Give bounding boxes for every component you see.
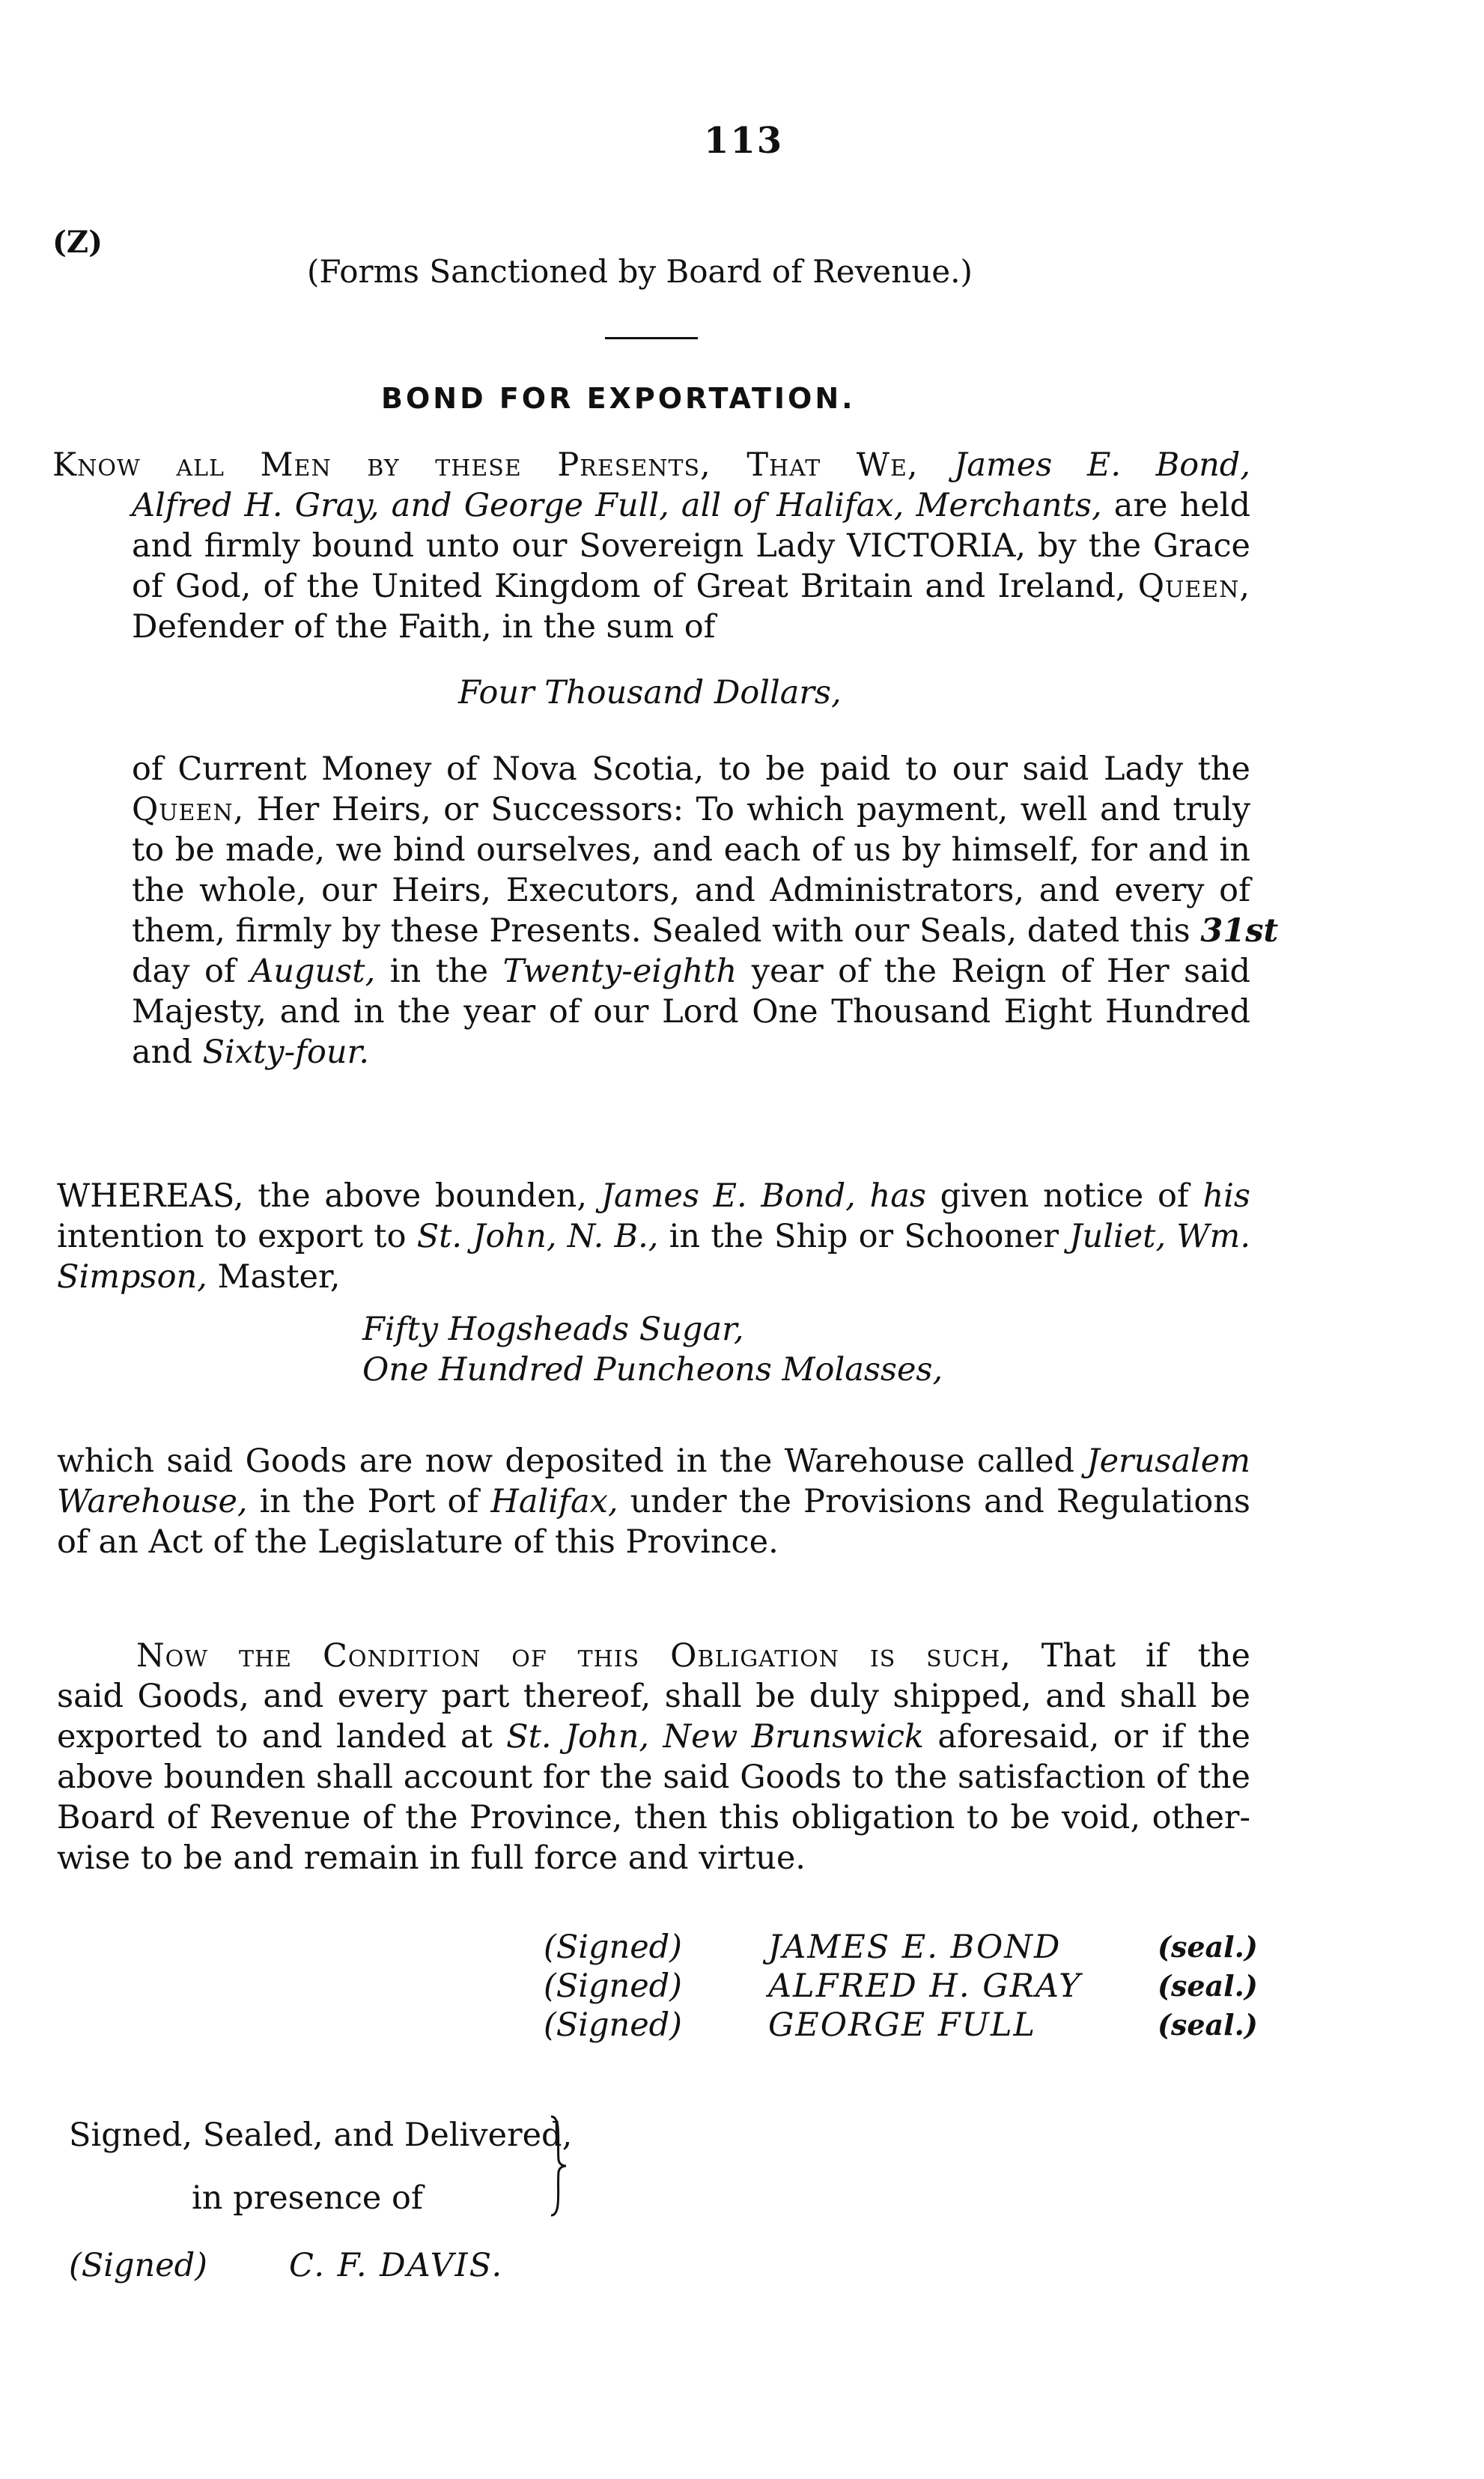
paragraph-line: Defender of the Faith, in the sum of <box>132 608 716 646</box>
text-run: Alfred H. Gray, and George Full, all of Halifax, Merchants, <box>132 487 1102 524</box>
text-run: James E. Bond, <box>954 446 1250 484</box>
paragraph-line: Board of Revenue of the Province, then this obligation to be void, other- <box>57 1799 1250 1836</box>
text-run: Simpson, <box>57 1258 207 1296</box>
paragraph-line: above bounden shall account for the said Goods to the satisfaction of the <box>57 1759 1250 1796</box>
document-heading: BOND FOR EXPORTATION. <box>381 382 856 415</box>
text-run: of God, of the United Kingdom of Great Britain and Ireland, <box>132 568 1138 605</box>
text-run: under the Provisions and Regulations <box>618 1483 1250 1520</box>
paragraph-line <box>57 1257 1250 1297</box>
text-run: Warehouse, <box>57 1483 248 1520</box>
signed-label: (Signed) <box>544 2006 682 2044</box>
witness-line-1: Signed, Sealed, and Delivered, <box>69 2117 573 2154</box>
text-run: in the Ship or Schooner <box>658 1218 1070 1255</box>
witness-brace <box>547 2114 569 2218</box>
text-run: St. John, N. B., <box>416 1218 659 1255</box>
text-run: them, firmly by these Presents. Sealed with our Seals, dated this <box>132 912 1201 950</box>
text-run: aforesaid, or if the <box>923 1718 1250 1756</box>
condition-paragraph <box>57 1676 1250 1878</box>
text-run: Jerusalem <box>1086 1442 1250 1480</box>
text-run: which said Goods are now deposited in the Warehouse called <box>57 1442 1087 1480</box>
text-run: WHEREAS, the above bounden, <box>57 1177 601 1215</box>
paragraph-line: Majesty, and in the year of our Lord One Thousand Eight Hundred <box>132 993 1250 1031</box>
witness-signed-label: (Signed) <box>69 2247 207 2284</box>
text-run: James E. Bond, has <box>600 1177 926 1215</box>
goods-line-2: One Hundred Puncheons Molasses, <box>362 1351 943 1389</box>
paragraph-line <box>136 1636 1250 1676</box>
page-number: 113 <box>704 120 784 162</box>
text-run: in the <box>375 953 503 990</box>
condition-paragraph-first <box>136 1636 1250 1676</box>
text-run: Queen, <box>132 791 245 828</box>
text-run: day of <box>132 953 251 990</box>
text-run: Now the Condition of this Obligation is such, <box>136 1637 1012 1675</box>
text-run: his <box>1202 1177 1250 1215</box>
text-run: in the Port of <box>247 1483 491 1520</box>
witness-line-2: in presence of <box>192 2179 423 2217</box>
warehouse-paragraph <box>57 1441 1250 1562</box>
payment-paragraph <box>132 749 1279 1072</box>
divider-rule <box>605 337 698 339</box>
subtitle: (Forms Sanctioned by Board of Revenue.) <box>307 253 973 290</box>
paragraph-line <box>132 789 1250 830</box>
text-run: given notice of <box>925 1177 1203 1215</box>
paragraph-line <box>132 485 1250 526</box>
text-run: Master, <box>207 1258 341 1296</box>
seal-label: (seal.) <box>1158 1969 1258 2003</box>
signatory-name: JAMES E. BOND <box>768 1929 1062 1966</box>
text-run: exported to and landed at <box>57 1718 507 1756</box>
paragraph-line <box>57 1176 1250 1216</box>
text-run: That if the <box>1011 1637 1250 1675</box>
paragraph-line <box>52 445 1250 485</box>
paragraph-line <box>132 911 1279 951</box>
paragraph-line: and firmly bound unto our Sovereign Lady VICTORIA, by the Grace <box>132 527 1250 565</box>
signatory-name: ALFRED H. GRAY <box>768 1967 1082 2005</box>
signatory-name: GEORGE FULL <box>768 2006 1036 2044</box>
text-run: Juliet, Wm. <box>1069 1218 1250 1255</box>
paragraph-line <box>57 1481 1250 1522</box>
paragraph-line <box>132 951 1250 992</box>
goods-line-1: Fifty Hogsheads Sugar, <box>362 1311 744 1348</box>
signed-label: (Signed) <box>544 1967 682 2005</box>
paragraph-line <box>132 566 1250 607</box>
paragraph-line: of an Act of the Legislature of this Province. <box>57 1523 779 1561</box>
brace-glyph <box>547 2114 569 2218</box>
paragraph-line <box>57 1216 1250 1257</box>
text-run: Queen, <box>1137 568 1250 605</box>
paragraph-line <box>132 1032 1250 1072</box>
signed-label: (Signed) <box>544 1929 682 1966</box>
paragraph-line <box>57 1717 1250 1757</box>
text-run: Sixty-four. <box>202 1034 370 1071</box>
seal-label: (seal.) <box>1158 1930 1258 1964</box>
opening-paragraph <box>52 445 1250 485</box>
text-run: St. John, New Brunswick <box>506 1718 924 1756</box>
bond-amount: Four Thousand Dollars, <box>458 674 842 711</box>
text-run: Halifax, <box>490 1483 618 1520</box>
text-run: are held <box>1101 487 1251 524</box>
paragraph-line: wise to be and remain in full force and virtue. <box>57 1839 806 1877</box>
seal-label: (seal.) <box>1158 2008 1258 2042</box>
text-run: Her Heirs, or Successors: To which payment, well and truly <box>244 791 1250 828</box>
text-run: year of the Reign of Her said <box>737 953 1250 990</box>
text-run: Know all Men by these Presents, That We, <box>52 446 955 484</box>
witness-name: C. F. DAVIS. <box>289 2247 504 2284</box>
text-run: and <box>132 1034 203 1071</box>
paragraph-line <box>57 1441 1250 1481</box>
text-run: 31st <box>1200 912 1279 950</box>
form-marker: (Z) <box>52 225 103 260</box>
paragraph-line: of Current Money of Nova Scotia, to be paid to our said Lady the <box>132 750 1250 788</box>
paragraph-line: to be made, we bind ourselves, and each of us by himself, for and in <box>132 831 1250 869</box>
opening-paragraph-cont <box>132 485 1250 647</box>
paragraph-line: said Goods, and every part thereof, shall be duly shipped, and shall be <box>57 1678 1250 1715</box>
text-run: intention to export to <box>57 1218 417 1255</box>
text-run: Twenty-eighth <box>502 953 738 990</box>
text-run: August, <box>250 953 376 990</box>
paragraph-line: the whole, our Heirs, Executors, and Administrators, and every of <box>132 872 1250 909</box>
whereas-paragraph <box>57 1176 1250 1297</box>
